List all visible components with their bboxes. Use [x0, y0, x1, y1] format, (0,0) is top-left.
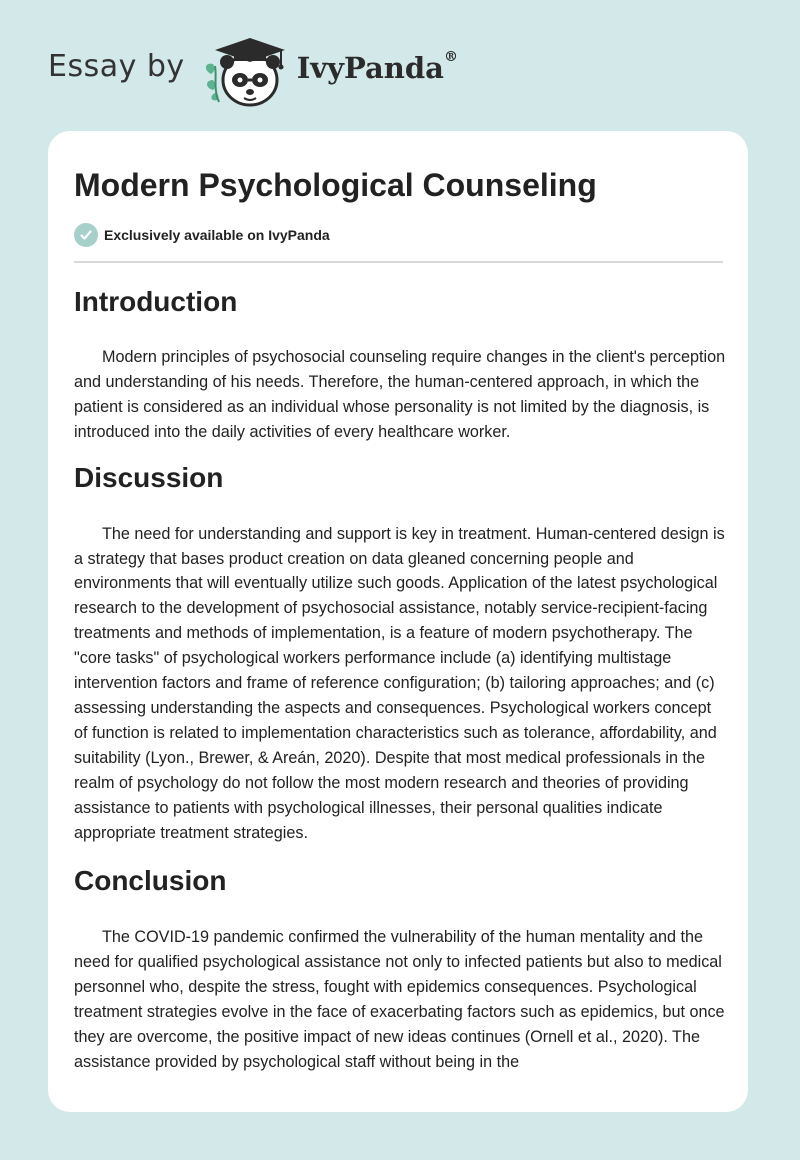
checkmark-icon — [74, 223, 98, 247]
exclusive-badge-label: Exclusively available on IvyPanda — [104, 227, 330, 243]
panda-graduation-cap-icon — [201, 30, 291, 110]
essay-by-label: Essay by — [48, 48, 185, 84]
essay-body — [74, 281, 726, 1075]
section-introduction — [74, 281, 726, 445]
page-title: Modern Psychological Counseling — [74, 167, 597, 203]
exclusive-badge — [74, 223, 330, 247]
section-heading: Introduction — [74, 286, 238, 317]
essay-card — [48, 131, 748, 1112]
ivy-leaf-icon — [206, 64, 219, 102]
section-heading: Conclusion — [74, 865, 227, 897]
section-paragraph: The COVID-19 pandemic confirmed the vulnerability of the human mentality and the need for qualified psychological assistance not only to infected patients but also to medical personnel who, despite the stress, fought with epidemics consequences. Psychological treatment strategies evolve in the face of exacerbating factors such as epidemics, but once they are overcome, the positive impact of new ideas continues (Ornell et al., 2020). The assistance provided by psychological staff without being in the — [74, 928, 725, 1071]
site-header — [48, 30, 458, 110]
brand-name[interactable]: IvyPanda® — [296, 49, 458, 85]
section-paragraph: The need for understanding and support is key in treatment. Human-centered design is a strategy that bases product creation on data gleaned concerning people and environments that will eventually utilize such goods. Application of the latest psychological research to the development of psychosocial assistance, notably service-recipient-facing treatments and methods of implementation, is a feature of modern psychotherapy. The "core tasks" of psychological workers performance include (a) identifying multistage intervention factors and frame of reference configuration; (b) tailoring approaches; and (c) assessing understanding the aspects and consequences. Psychological workers concept of function is related to implementation characteristics such as tolerance, affordability, and suitability (Lyon., Brewer, & Areán, 2020). Despite that most medical professionals in the realm of psychology do not follow the most modern research and theories of providing assistance to patients with psychological illnesses, their personal qualities indicate appropriate treatment strategies. — [74, 524, 725, 842]
section-discussion — [74, 457, 726, 846]
divider — [74, 261, 723, 263]
registered-mark: ® — [443, 49, 458, 65]
section-paragraph: Modern principles of psychosocial counseling require changes in the client's perception and understanding of his needs. Therefore, the human-centered approach, in which the patient is considered as an individual whose personality is not limited by the diagnosis, is introduced into the daily activities of every healthcare worker. — [74, 348, 726, 441]
section-heading: Discussion — [74, 461, 224, 493]
section-conclusion — [74, 860, 726, 1074]
